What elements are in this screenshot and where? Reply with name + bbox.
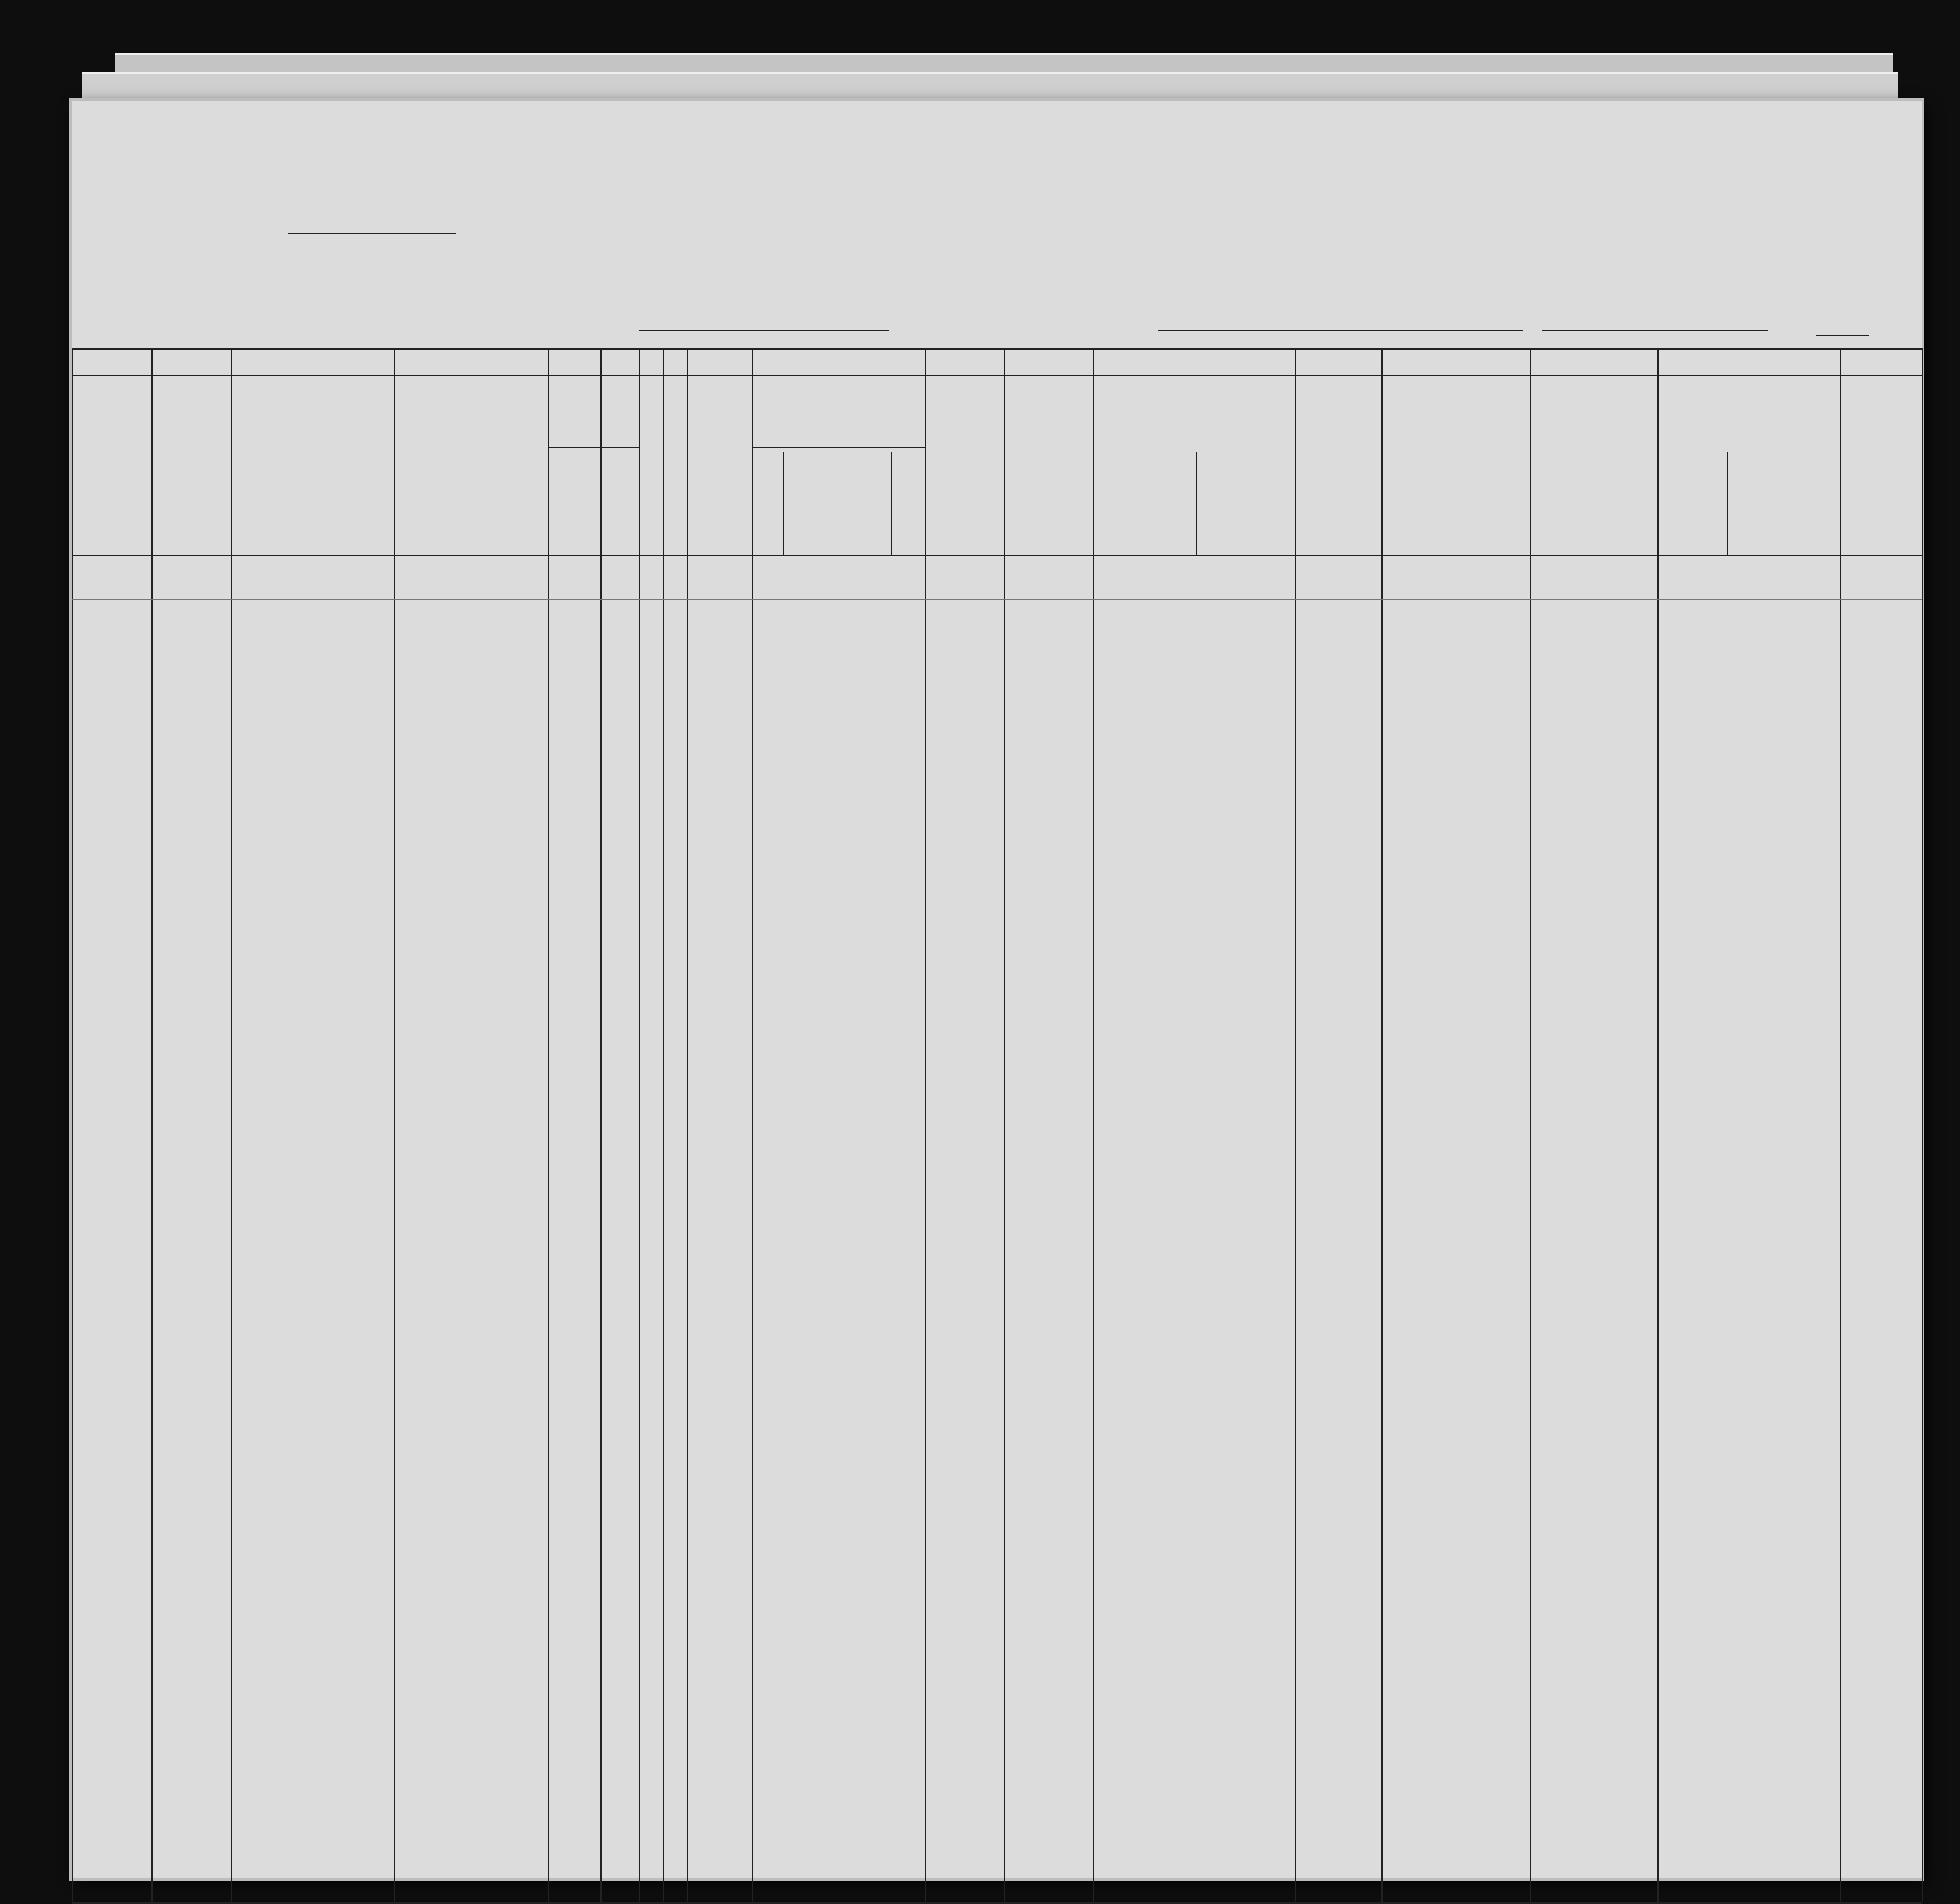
grid-vline — [687, 348, 688, 1902]
grid-vline — [1295, 348, 1296, 1902]
grid-vline — [600, 348, 602, 1902]
manifest-sheet — [72, 101, 1922, 1878]
grid-vline — [1381, 348, 1383, 1902]
grid-vline — [1004, 348, 1005, 1902]
grid-subvline — [1727, 452, 1728, 555]
grid-vline — [548, 348, 549, 1902]
port-name — [1158, 309, 1523, 331]
grid-subhline — [752, 447, 925, 448]
grid-vline — [1093, 348, 1094, 1902]
grid-subvline — [663, 375, 664, 555]
grid-bottom — [72, 1902, 1922, 1904]
grid-vline — [394, 348, 395, 1902]
row-rule — [72, 599, 1922, 600]
grid-vline — [1530, 348, 1531, 1902]
sailing-date — [1542, 309, 1768, 331]
grid-subvline — [891, 452, 892, 555]
grid-subvline — [600, 447, 601, 555]
manifest-table — [72, 348, 1922, 1825]
voyage-line — [519, 295, 1912, 339]
grid-vline — [663, 348, 664, 1902]
footer-area — [72, 1792, 1922, 1878]
grid-vline — [752, 348, 753, 1902]
grid-vline — [1922, 348, 1923, 1902]
grid-subvline — [1196, 452, 1197, 555]
grid-vline — [1840, 348, 1841, 1902]
grid-vline — [231, 348, 232, 1902]
grid-vline — [925, 348, 926, 1902]
grid-subhline — [548, 447, 639, 448]
grid-hline — [72, 348, 1922, 350]
grid-subvline — [639, 375, 640, 555]
grid-hline — [72, 375, 1922, 376]
grid-vline — [151, 348, 153, 1902]
ship-name — [639, 309, 889, 331]
grid-vline — [1657, 348, 1659, 1902]
grid-hline — [72, 555, 1922, 556]
year-suffix — [1816, 314, 1869, 336]
grid-vline — [72, 348, 74, 1902]
grid-subvline — [783, 452, 784, 555]
grid-vline — [639, 348, 640, 1902]
list-underline — [288, 233, 456, 234]
